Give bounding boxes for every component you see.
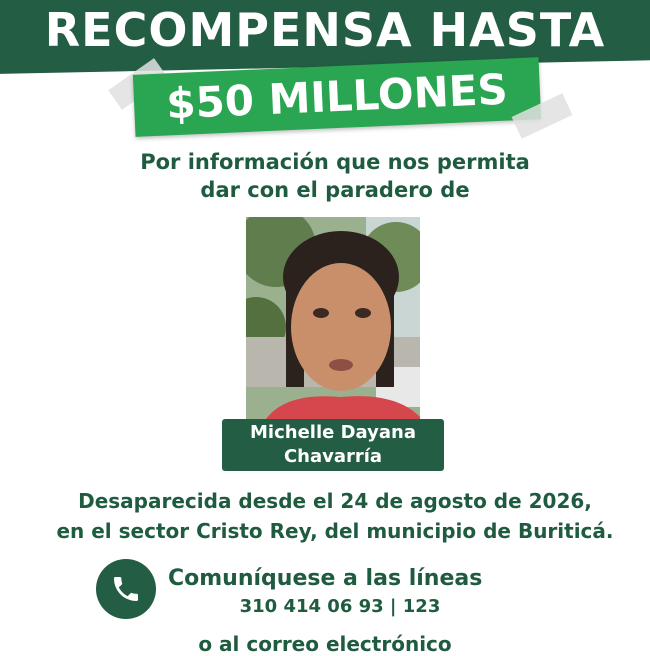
subtitle-line-1: Por información que nos permita	[140, 150, 530, 174]
missing-line-2: en el sector Cristo Rey, del municipio de Buriticá.	[56, 519, 614, 543]
reward-amount: $50 MILLONES	[165, 64, 509, 129]
email-intro: o al correo electrónico	[198, 632, 452, 656]
missing-details	[0, 486, 650, 546]
subtitle-line-2: dar con el paradero de	[200, 178, 470, 202]
phone-icon	[96, 559, 156, 619]
missing-line-1: Desaparecida desde el 24 de agosto de 2026,	[78, 489, 592, 513]
name-line-1: Michelle Dayana	[250, 422, 416, 443]
missing-person-photo	[246, 217, 420, 419]
reward-title: RECOMPENSA HASTA	[44, 3, 606, 57]
subtitle	[0, 148, 650, 204]
name-badge	[222, 419, 444, 471]
contact-phone-numbers: 310 414 06 93 | 123	[239, 596, 441, 617]
name-line-2: Chavarría	[283, 446, 383, 467]
contact-title: Comuníquese a las líneas	[168, 566, 483, 591]
